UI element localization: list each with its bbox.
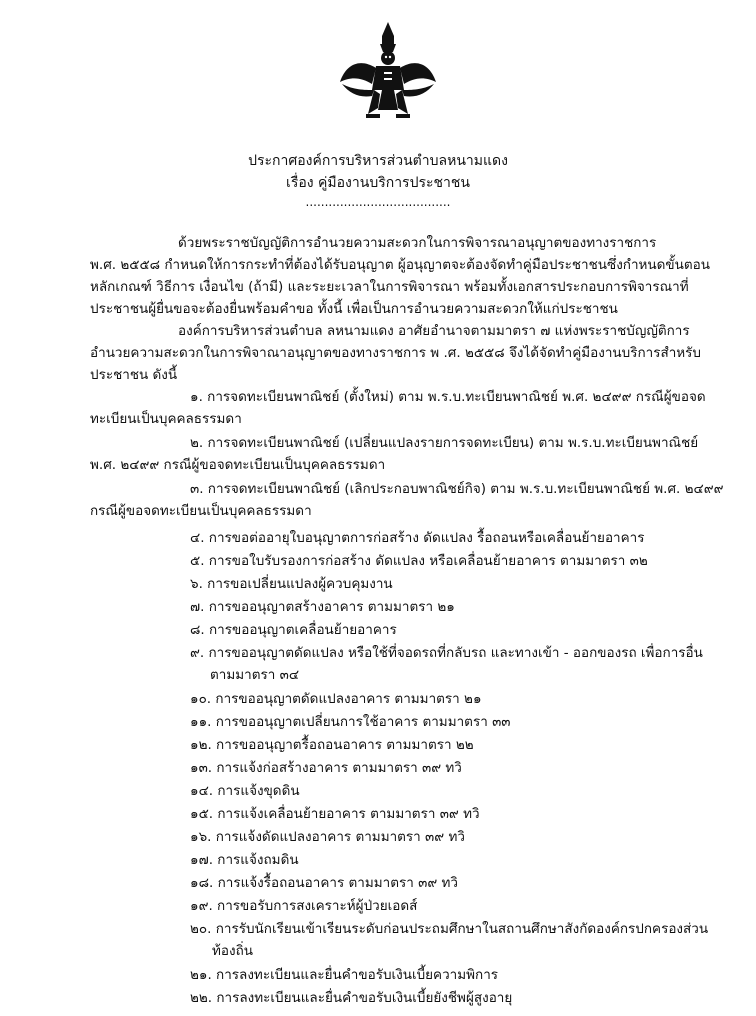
announcement-title: ประกาศองค์การบริหารส่วนตำบลหนามแดง <box>248 153 508 169</box>
list-item <box>190 757 462 779</box>
list-item-text: ๑๕. การแจ้งเคลื่อนย้ายอาคาร ตามมาตรา ๓๙ ทวิ <box>190 806 480 822</box>
list-item <box>190 642 703 686</box>
list-item-text: ๒. การจดทะเบียนพาณิชย์ (เปลี่ยนแปลงรายการจดทะเบียน) ตาม พ.ร.บ.ทะเบียนพาณิชย์ <box>190 435 699 451</box>
intro-paragraph-2 <box>90 320 702 386</box>
list-item-continuation: พ.ศ. ๒๔๙๙ กรณีผู้ขอจดทะเบียนเป็นบุคคลธรรมดา <box>90 457 386 473</box>
list-item-text: ๑๑. การขออนุญาตเปลี่ยนการใช้อาคาร ตามมาตรา ๓๓ <box>190 714 511 730</box>
list-item <box>90 386 706 430</box>
list-item-text: ๔. การขอต่ออายุใบอนุญาตการก่อสร้าง ดัดแปลง รื้อถอนหรือเคลื่อนย้ายอาคาร <box>190 530 645 546</box>
dotted-divider: ...................................... <box>305 195 451 209</box>
list-item-text: ๑๘. การแจ้งรื้อถอนอาคาร ตามมาตรา ๓๙ ทวิ <box>190 875 458 891</box>
list-item-continuation: กรณีผู้ขอจดทะเบียนเป็นบุคคลธรรมดา <box>90 503 312 519</box>
list-item-text: ๒๒. การลงทะเบียนและยื่นคำขอรับเงินเบี้ยยังชีพผู้สูงอายุ <box>190 990 513 1006</box>
list-item-text: ๗. การขออนุญาตสร้างอาคาร ตามมาตรา ๒๑ <box>190 599 455 615</box>
list-item-text: ๙. การขออนุญาตดัดแปลง หรือใช้ที่จอดรถที่กลับรถ และทางเข้า - ออกของรถ เพื่อการอื่น <box>190 645 703 661</box>
list-item-text: ๑๙. การขอรับการสงเคราะห์ผู้ป่วยเอดส์ <box>190 898 418 914</box>
list-item <box>190 987 512 1009</box>
list-item <box>90 432 698 476</box>
list-item-continuation: ตามมาตรา ๓๔ <box>210 667 300 683</box>
list-item <box>190 688 482 710</box>
list-item-text: ๑. การจดทะเบียนพาณิชย์ (ตั้งใหม่) ตาม พ.ร.บ.ทะเบียนพาณิชย์ พ.ศ. ๒๔๙๙ กรณีผู้ขอจด <box>190 389 706 405</box>
list-item <box>90 478 724 522</box>
paragraph-line: อำนวยความสะดวกในการพิจาณาอนุญาตของทางราชการ พ .ศ. ๒๕๕๘ จึงได้จัดทำคู่มืองานบริการสำหรับ <box>90 345 702 361</box>
list-item <box>190 826 465 848</box>
list-item <box>190 619 397 641</box>
announcement-header <box>0 150 756 194</box>
list-item <box>190 780 300 802</box>
list-item-text: ๑๒. การขออนุญาตรื้อถอนอาคาร ตามมาตรา ๒๒ <box>190 737 474 753</box>
paragraph-line: ประชาชน ดังนี้ <box>90 367 178 383</box>
paragraph-line: ด้วยพระราชบัญญัติการอำนวยความสะดวกในการพิจารณาอนุญาตของทางราชการ <box>178 235 657 251</box>
list-item-text: ๒๑. การลงทะเบียนและยื่นคำขอรับเงินเบี้ยความพิการ <box>190 967 499 983</box>
paragraph-line: หลักเกณฑ์ วิธีการ เงื่อนไข (ถ้ามี) และระยะเวลาในการพิจารณา พร้อมทั้งเอกสารประกอบการพิจารณาที่ <box>90 279 689 295</box>
list-item-text: ๒๐. การรับนักเรียนเข้าเรียนระดับก่อนประถมศึกษาในสถานศึกษาสังกัดองค์กรปกครองส่วน <box>190 921 709 937</box>
list-item-text: ๑๖. การแจ้งดัดแปลงอาคาร ตามมาตรา ๓๙ ทวิ <box>190 829 465 845</box>
garuda-emblem-icon <box>336 18 440 122</box>
list-item-text: ๑๓. การแจ้งก่อสร้างอาคาร ตามมาตรา ๓๙ ทวิ <box>190 760 462 776</box>
list-item <box>190 550 648 572</box>
list-item <box>190 964 498 986</box>
list-item <box>190 803 480 825</box>
list-item-text: ๓. การจดทะเบียนพาณิชย์ (เลิกประกอบพาณิชย์กิจ) ตาม พ.ร.บ.ทะเบียนพาณิชย์ พ.ศ. ๒๔๙๙ <box>190 481 724 497</box>
intro-paragraph-1 <box>90 232 710 320</box>
list-item-continuation: ท้องถิ่น <box>212 943 254 959</box>
paragraph-line: พ.ศ. ๒๕๕๘ กำหนดให้การกระทำที่ต้องได้รับอนุญาต ผู้อนุญาตจะต้องจัดทำคู่มือประชาชนซึ่งกำหนดขั้นตอน <box>90 257 710 273</box>
list-item <box>190 918 708 962</box>
paragraph-line: องค์การบริหารส่วนตำบล ลหนามแดง อาศัยอำนาจตามมาตรา ๗ แห่งพระราชบัญญัติการ <box>178 323 690 339</box>
list-item <box>190 872 458 894</box>
list-item <box>190 734 474 756</box>
list-item-text: ๑๔. การแจ้งขุดดิน <box>190 783 300 799</box>
list-item <box>190 527 645 549</box>
list-item <box>190 596 455 618</box>
list-item-text: ๘. การขออนุญาตเคลื่อนย้ายอาคาร <box>190 622 397 638</box>
list-item-text: ๖. การขอเปลี่ยนแปลงผู้ควบคุมงาน <box>190 576 393 592</box>
list-item <box>190 711 511 733</box>
paragraph-line: ประชาชนผู้ยื่นขอจะต้องยื่นพร้อมคำขอ ทั้งนี้ เพื่อเป็นการอำนวยความสะดวกให้แก่ประชาชน <box>90 301 618 317</box>
list-item <box>190 895 417 917</box>
list-item-continuation: ทะเบียนเป็นบุคคลธรรมดา <box>90 411 242 427</box>
list-item <box>190 573 393 595</box>
list-item <box>190 849 299 871</box>
list-item-text: ๑๗. การแจ้งถมดิน <box>190 852 299 868</box>
announcement-subject: เรื่อง คู่มืองานบริการประชาชน <box>286 175 470 191</box>
list-item-text: ๑๐. การขออนุญาตดัดแปลงอาคาร ตามมาตรา ๒๑ <box>190 691 482 707</box>
list-item-text: ๕. การขอใบรับรองการก่อสร้าง ดัดแปลง หรือเคลื่อนย้ายอาคาร ตามมาตรา ๓๒ <box>190 553 648 569</box>
